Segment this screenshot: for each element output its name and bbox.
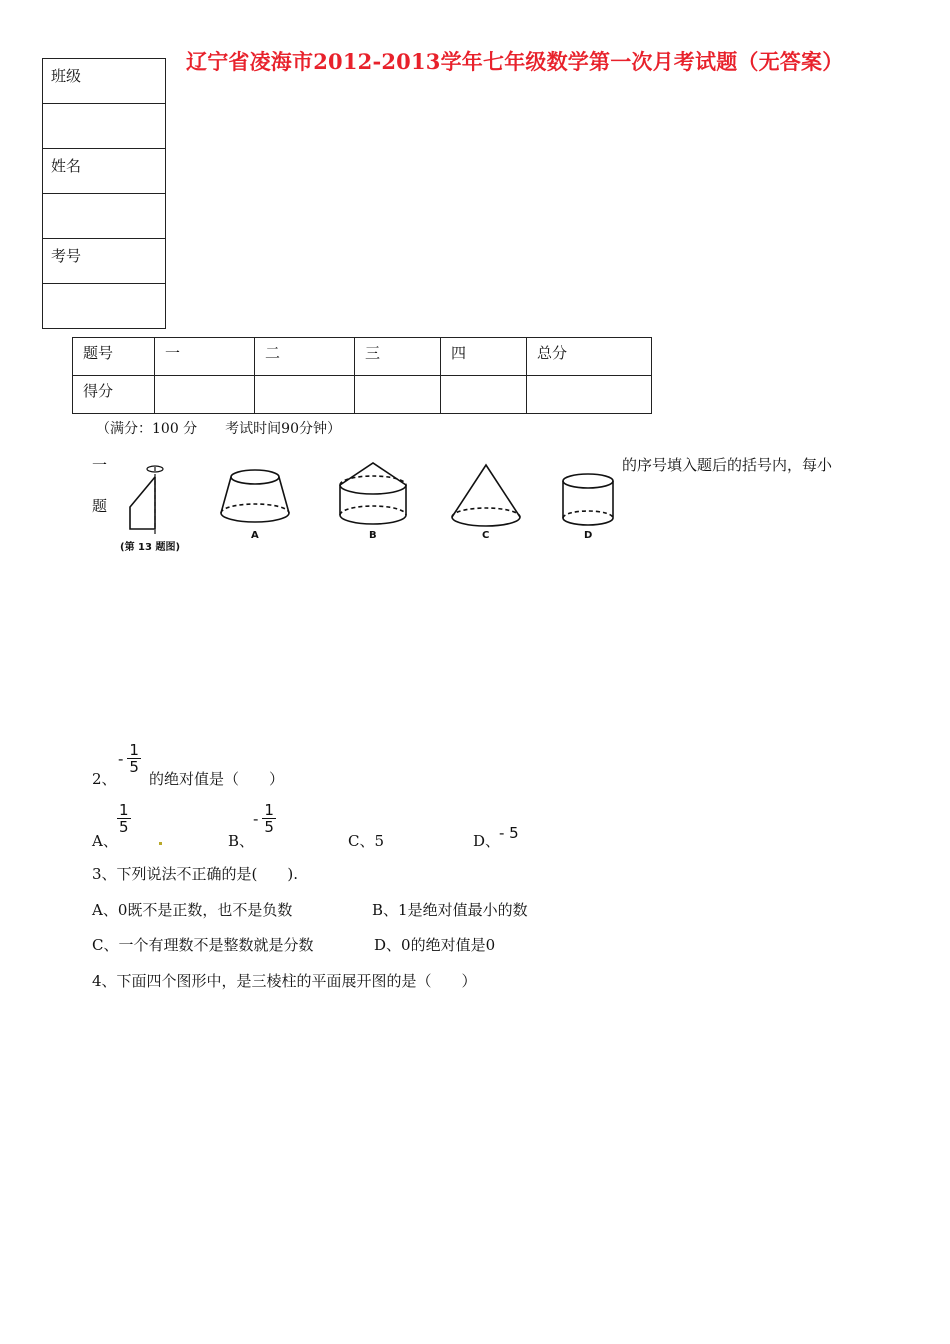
score-cell[interactable]: [155, 376, 255, 414]
id-label: 考号: [43, 239, 166, 284]
figure-option-label: C: [482, 530, 490, 541]
exam-meta: （满分：100 分 考试时间90分钟）: [96, 421, 341, 437]
name-label: 姓名: [43, 149, 166, 194]
rotation-shape: [130, 466, 163, 535]
section1-intro-end: 的序号填入题后的括号内，每小: [622, 456, 833, 474]
score-table: [72, 337, 652, 414]
score-header-row: [73, 338, 652, 376]
q2-frac-sign: -: [118, 749, 124, 768]
ink-dot: [159, 842, 162, 845]
q2-option-a-num: 1: [119, 801, 129, 819]
score-header: 总分: [527, 338, 652, 376]
q2-option-a[interactable]: [117, 802, 131, 835]
q2-option-d[interactable]: - 5: [499, 824, 519, 842]
q2-option-b-den: 5: [264, 818, 274, 836]
score-cell[interactable]: [355, 376, 441, 414]
q2-option-b-frac: [262, 802, 276, 835]
q2-option-a-den: 5: [119, 818, 129, 836]
solid-a-frustum: [221, 470, 289, 522]
score-header: 四: [441, 338, 527, 376]
solid-c-cone: [452, 465, 520, 526]
q2-option-c[interactable]: C、5: [348, 832, 385, 850]
score-cell[interactable]: [527, 376, 652, 414]
student-info-box: [42, 58, 166, 329]
q2-text: 的绝对值是（ ）: [149, 770, 285, 788]
q2-option-b-label: B、: [228, 832, 255, 850]
q2-frac: [127, 742, 141, 775]
score-row: [73, 376, 652, 414]
solid-d-cylinder: [563, 474, 613, 525]
q2-number: 2、: [92, 770, 117, 788]
q2-option-a-frac: [117, 802, 131, 835]
q3-option-b[interactable]: B、1是绝对值最小的数: [372, 901, 528, 919]
figure-option-label: D: [584, 530, 593, 541]
q4-text: 4、下面四个图形中，是三棱柱的平面展开图的是（ ）: [92, 972, 477, 990]
q3-option-a[interactable]: A、0既不是正数，也不是负数: [92, 901, 293, 919]
q2-frac-den: 5: [129, 758, 139, 776]
id-field[interactable]: [43, 284, 166, 329]
q2-option-b[interactable]: [253, 802, 276, 835]
figure-caption: (第 13 题图): [120, 542, 181, 553]
q2-option-b-sign: -: [253, 809, 259, 828]
figure-option-label: B: [369, 530, 377, 541]
rotation-figure: [110, 455, 630, 565]
score-header: 一: [155, 338, 255, 376]
class-label: 班级: [43, 59, 166, 104]
score-header: 三: [355, 338, 441, 376]
q2-frac-num: 1: [129, 741, 139, 759]
q3-text: 3、下列说法不正确的是( ).: [92, 865, 299, 883]
solid-b-cone-cylinder: [340, 463, 406, 524]
figure-option-label: A: [251, 530, 259, 541]
score-header: 二: [255, 338, 355, 376]
q2-option-d-label: D、: [473, 832, 501, 850]
section1-intro-wrap: 题: [92, 497, 108, 515]
document-title: 辽宁省凌海市2012-2013学年七年级数学第一次月考试题（无答案）: [186, 49, 844, 74]
score-cell[interactable]: [255, 376, 355, 414]
name-field[interactable]: [43, 194, 166, 239]
score-row-label: 得分: [73, 376, 155, 414]
score-header: 题号: [73, 338, 155, 376]
q2-fraction: [118, 742, 141, 775]
q3-option-c[interactable]: C、一个有理数不是整数就是分数: [92, 936, 314, 954]
class-field[interactable]: [43, 104, 166, 149]
section1-intro-start: 一: [92, 456, 108, 474]
score-cell[interactable]: [441, 376, 527, 414]
q3-option-d[interactable]: D、0的绝对值是0: [374, 936, 496, 954]
q2-option-b-num: 1: [264, 801, 274, 819]
q2-option-a-label: A、: [92, 832, 118, 850]
